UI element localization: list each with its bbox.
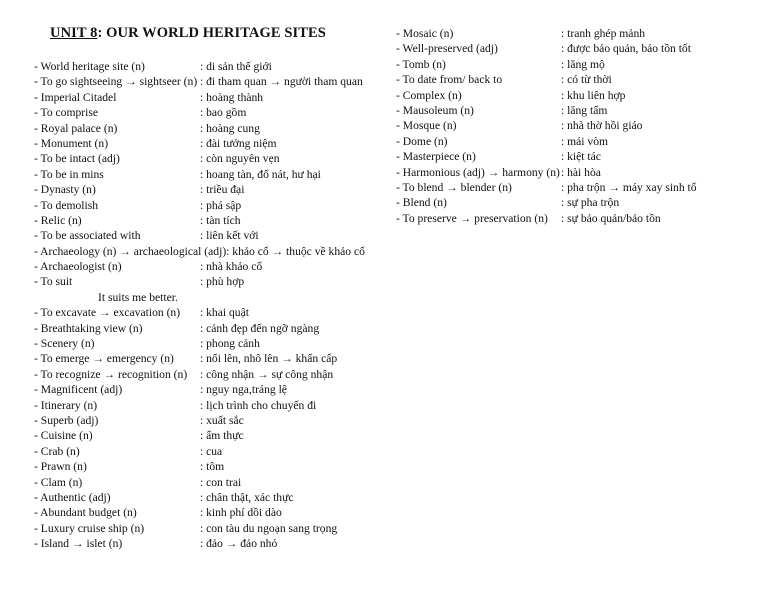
- vocab-definition: : xuất sắc: [200, 413, 244, 427]
- vocab-definition: : kinh phí dồi dào: [200, 506, 282, 520]
- vocab-term: - To recognize → recognition (n): [34, 367, 188, 381]
- vocab-entry: [34, 536, 384, 551]
- vocab-term: - To go sightseeing → sightseer (n): [34, 75, 198, 89]
- vocab-definition: : còn nguyên vẹn: [200, 152, 280, 166]
- vocab-entry: [396, 180, 756, 195]
- vocab-entry: [396, 103, 756, 118]
- vocab-definition: : công nhận → sự công nhận: [200, 367, 334, 381]
- vocab-definition: : bao gồm: [200, 106, 247, 120]
- vocab-term: - Scenery (n): [34, 337, 95, 351]
- vocab-entry: [396, 72, 756, 87]
- vocab-term: - Complex (n): [396, 88, 462, 102]
- vocab-term: - To be associated with: [34, 229, 141, 243]
- vocab-entry: [396, 26, 756, 41]
- vocab-definition: : phù hợp: [200, 275, 245, 289]
- vocab-definition: : con tàu du ngoạn sang trọng: [200, 521, 338, 535]
- vocab-list-left: [34, 59, 384, 552]
- vocab-term: - Itinerary (n): [34, 398, 98, 412]
- vocab-entry: [34, 244, 384, 259]
- unit-title: : OUR WORLD HERITAGE SITES: [97, 25, 326, 41]
- vocab-term: - Mosque (n): [396, 119, 457, 133]
- vocab-term: - Prawn (n): [34, 460, 87, 474]
- vocab-entry: [34, 444, 384, 459]
- vocab-definition: : hài hòa: [561, 165, 601, 179]
- vocab-entry: [34, 505, 384, 520]
- vocab-entry: [34, 367, 384, 382]
- vocab-definition: : mái vòm: [561, 134, 609, 148]
- vocab-term: - To be in mins: [34, 167, 104, 181]
- vocab-term: - Abundant budget (n): [34, 506, 137, 520]
- vocab-definition: : nhà khảo cổ: [200, 260, 263, 274]
- vocab-term: - Harmonious (adj) → harmony (n): [396, 165, 560, 179]
- vocab-definition: : kiệt tác: [561, 150, 601, 164]
- vocab-definition: : đảo → đảo nhỏ: [200, 537, 278, 551]
- vocab-definition: : đài tưởng niệm: [200, 136, 277, 150]
- vocab-term: - To suit: [34, 275, 73, 289]
- vocab-term: - To be intact (adj): [34, 152, 120, 166]
- vocab-entry: [34, 259, 384, 274]
- vocab-term: - Breathtaking view (n): [34, 321, 143, 335]
- vocab-definition: : khai quật: [200, 306, 249, 320]
- vocab-entry: [34, 213, 384, 228]
- page-title: [0, 25, 376, 42]
- vocab-definition: : tranh ghép mảnh: [561, 27, 646, 40]
- vocab-entry: [34, 90, 384, 105]
- vocab-entry: [34, 321, 384, 336]
- vocab-entry: [34, 121, 384, 136]
- vocab-definition: : sự pha trộn: [561, 196, 620, 210]
- example-sentence: It suits me better.: [98, 290, 178, 304]
- vocab-entry: [396, 118, 756, 133]
- vocab-term: - Crab (n): [34, 444, 80, 458]
- vocab-term: - Magnificent (adj): [34, 383, 123, 397]
- vocab-entry: [34, 228, 384, 243]
- vocab-definition: : triều đại: [200, 183, 245, 197]
- vocab-term: - To excavate → excavation (n): [34, 306, 181, 320]
- vocab-entry: [34, 105, 384, 120]
- vocab-entry: [34, 336, 384, 351]
- vocab-definition: : nhà thờ hồi giáo: [561, 119, 643, 133]
- vocab-definition: : đi tham quan → người tham quan: [200, 75, 363, 89]
- vocab-term: - To demolish: [34, 198, 99, 212]
- vocab-definition: : khu liên hợp: [561, 88, 626, 102]
- vocab-entry: [34, 398, 384, 413]
- vocab-term: - Clam (n): [34, 475, 83, 489]
- vocab-list-right: [396, 26, 756, 226]
- vocab-entry: [34, 182, 384, 197]
- vocab-entry: [34, 459, 384, 474]
- vocab-definition: : tàn tích: [200, 213, 241, 227]
- vocab-term: - To preserve → preservation (n): [396, 211, 548, 225]
- vocab-entry: [34, 59, 384, 74]
- vocab-definition: : cảnh đẹp đến ngỡ ngàng: [200, 321, 320, 335]
- vocab-entry: [34, 305, 384, 320]
- vocab-term: - Blend (n): [396, 196, 447, 210]
- vocab-entry: [396, 165, 756, 180]
- vocab-definition: : nổi lên, nhô lên → khẩn cấp: [200, 352, 338, 366]
- vocab-definition: : con trai: [200, 475, 242, 489]
- vocab-term: - Archaeologist (n): [34, 260, 122, 274]
- vocab-term: - Island → islet (n): [34, 537, 123, 551]
- vocab-entry: [34, 274, 384, 289]
- vocab-entry: [34, 521, 384, 536]
- vocab-definition: : lăng mộ: [561, 57, 605, 71]
- vocab-entry: [396, 134, 756, 149]
- vocab-entry: [34, 167, 384, 182]
- vocab-entry: [34, 136, 384, 151]
- vocab-term: - Cuisine (n): [34, 429, 93, 443]
- vocab-definition: : có từ thời: [561, 73, 612, 87]
- vocab-term: - To blend → blender (n): [396, 180, 512, 194]
- vocab-term: - Imperial Citadel: [34, 90, 117, 104]
- unit-number: UNIT 8: [50, 25, 98, 41]
- vocab-definition: : nguy nga,tráng lệ: [200, 383, 287, 397]
- vocab-term: - Royal palace (n): [34, 121, 118, 135]
- vocab-entry: [396, 211, 756, 226]
- vocab-entry: [34, 151, 384, 166]
- vocab-term: - Mosaic (n): [396, 27, 454, 40]
- vocab-definition: : sự bảo quản/bảo tồn: [561, 211, 661, 225]
- vocab-entry: [34, 475, 384, 490]
- vocab-entry: [396, 88, 756, 103]
- vocab-entry: [34, 290, 384, 305]
- vocab-entry: [34, 198, 384, 213]
- vocab-entry: [34, 428, 384, 443]
- vocab-entry: [34, 382, 384, 397]
- vocab-term: - Well-preserved (adj): [396, 42, 498, 56]
- vocab-definition: : lăng tẩm: [561, 103, 608, 117]
- vocab-term: - Masterpiece (n): [396, 150, 476, 164]
- vocab-term: - Relic (n): [34, 213, 82, 227]
- vocab-definition: : phong cảnh: [200, 337, 260, 351]
- vocab-term: - Monument (n): [34, 136, 109, 150]
- vocab-entry: [34, 74, 384, 89]
- vocab-definition: : chân thật, xác thực: [200, 490, 294, 504]
- vocab-term: - Superb (adj): [34, 413, 99, 427]
- vocab-entry: [396, 41, 756, 56]
- vocab-definition: : tôm: [200, 460, 225, 474]
- vocab-definition: : phá sập: [200, 198, 242, 212]
- vocab-definition: : hoàng cung: [200, 121, 260, 135]
- vocab-definition: : lịch trình cho chuyến đi: [200, 398, 317, 412]
- vocab-entry-text: - Archaeology (n) → archaeological (adj): khảo cổ → thuộc về khảo cổ: [34, 244, 365, 258]
- vocab-definition: : cua: [200, 444, 223, 458]
- vocab-definition: : hoàng thành: [200, 90, 264, 104]
- vocab-entry: [396, 195, 756, 210]
- vocab-term: - Luxury cruise ship (n): [34, 521, 145, 535]
- vocab-entry: [396, 149, 756, 164]
- vocab-entry: [396, 57, 756, 72]
- vocab-term: - Authentic (adj): [34, 490, 111, 504]
- vocab-term: - To comprise: [34, 106, 99, 120]
- vocab-definition: : di sản thế giới: [200, 60, 272, 73]
- vocab-term: - To emerge → emergency (n): [34, 352, 174, 366]
- vocab-term: - To date from/ back to: [396, 73, 503, 87]
- vocab-definition: : liên kết với: [200, 229, 259, 243]
- vocab-term: - Tomb (n): [396, 57, 446, 71]
- vocab-entry: [34, 490, 384, 505]
- vocab-term: - Dynasty (n): [34, 183, 96, 197]
- vocab-entry: [34, 351, 384, 366]
- vocab-definition: : được bảo quản, bảo tồn tốt: [561, 42, 691, 56]
- vocab-definition: : pha trộn → máy xay sinh tố: [561, 180, 697, 194]
- vocab-term: - Dome (n): [396, 134, 448, 148]
- vocab-definition: : ẩm thực: [200, 429, 244, 443]
- vocab-definition: : hoang tàn, đổ nát, hư hại: [200, 167, 321, 181]
- vocab-entry: [34, 413, 384, 428]
- vocab-term: - World heritage site (n): [34, 60, 145, 73]
- vocab-term: - Mausoleum (n): [396, 103, 474, 117]
